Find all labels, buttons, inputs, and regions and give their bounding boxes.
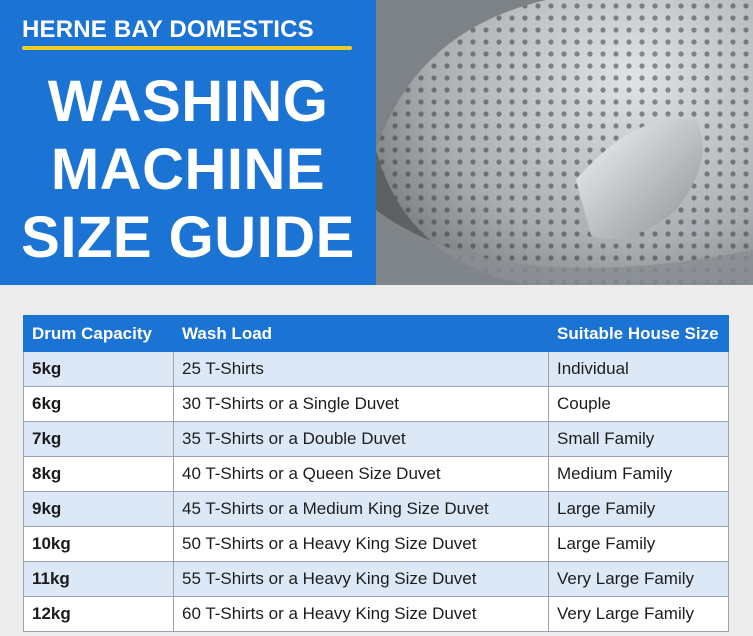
wash-load-cell: 25 T-Shirts <box>174 352 549 387</box>
wash-load-cell: 60 T-Shirts or a Heavy King Size Duvet <box>174 597 549 632</box>
drum-capacity-cell: 8kg <box>24 457 174 492</box>
page-title <box>0 68 376 272</box>
header-house-size: Suitable House Size <box>549 316 729 352</box>
house-size-cell: Medium Family <box>549 457 729 492</box>
table-row <box>24 422 729 457</box>
house-size-cell: Large Family <box>549 527 729 562</box>
drum-capacity-cell: 9kg <box>24 492 174 527</box>
wash-load-cell: 50 T-Shirts or a Heavy King Size Duvet <box>174 527 549 562</box>
table-row <box>24 387 729 422</box>
house-size-cell: Couple <box>549 387 729 422</box>
brand-name: HERNE BAY DOMESTICS <box>22 16 314 43</box>
drum-capacity-cell: 7kg <box>24 422 174 457</box>
house-size-cell: Very Large Family <box>549 597 729 632</box>
headline-line-1: WASHING <box>47 69 329 134</box>
drum-capacity-cell: 5kg <box>24 352 174 387</box>
wash-load-cell: 55 T-Shirts or a Heavy King Size Duvet <box>174 562 549 597</box>
wash-load-cell: 30 T-Shirts or a Single Duvet <box>174 387 549 422</box>
headline-line-2: MACHINE <box>50 137 326 202</box>
house-size-cell: Individual <box>549 352 729 387</box>
house-size-cell: Large Family <box>549 492 729 527</box>
drum-capacity-cell: 11kg <box>24 562 174 597</box>
house-size-cell: Very Large Family <box>549 562 729 597</box>
header-wash-load: Wash Load <box>174 316 549 352</box>
table-row <box>24 597 729 632</box>
house-size-cell: Small Family <box>549 422 729 457</box>
title-panel <box>0 0 376 285</box>
headline-line-3: SIZE GUIDE <box>21 205 355 270</box>
wash-load-cell: 35 T-Shirts or a Double Duvet <box>174 422 549 457</box>
table-row <box>24 457 729 492</box>
size-guide-table-container <box>23 315 728 632</box>
drum-capacity-cell: 10kg <box>24 527 174 562</box>
header-drum-capacity: Drum Capacity <box>24 316 174 352</box>
table-header-row <box>24 316 729 352</box>
table-row <box>24 527 729 562</box>
table-row <box>24 352 729 387</box>
wash-load-cell: 45 T-Shirts or a Medium King Size Duvet <box>174 492 549 527</box>
size-guide-table <box>23 315 729 632</box>
table-row <box>24 562 729 597</box>
hero-banner <box>0 0 753 285</box>
drum-capacity-cell: 12kg <box>24 597 174 632</box>
wash-load-cell: 40 T-Shirts or a Queen Size Duvet <box>174 457 549 492</box>
table-row <box>24 492 729 527</box>
washing-machine-drum-photo <box>376 0 753 285</box>
brand-underline <box>22 46 352 50</box>
drum-capacity-cell: 6kg <box>24 387 174 422</box>
